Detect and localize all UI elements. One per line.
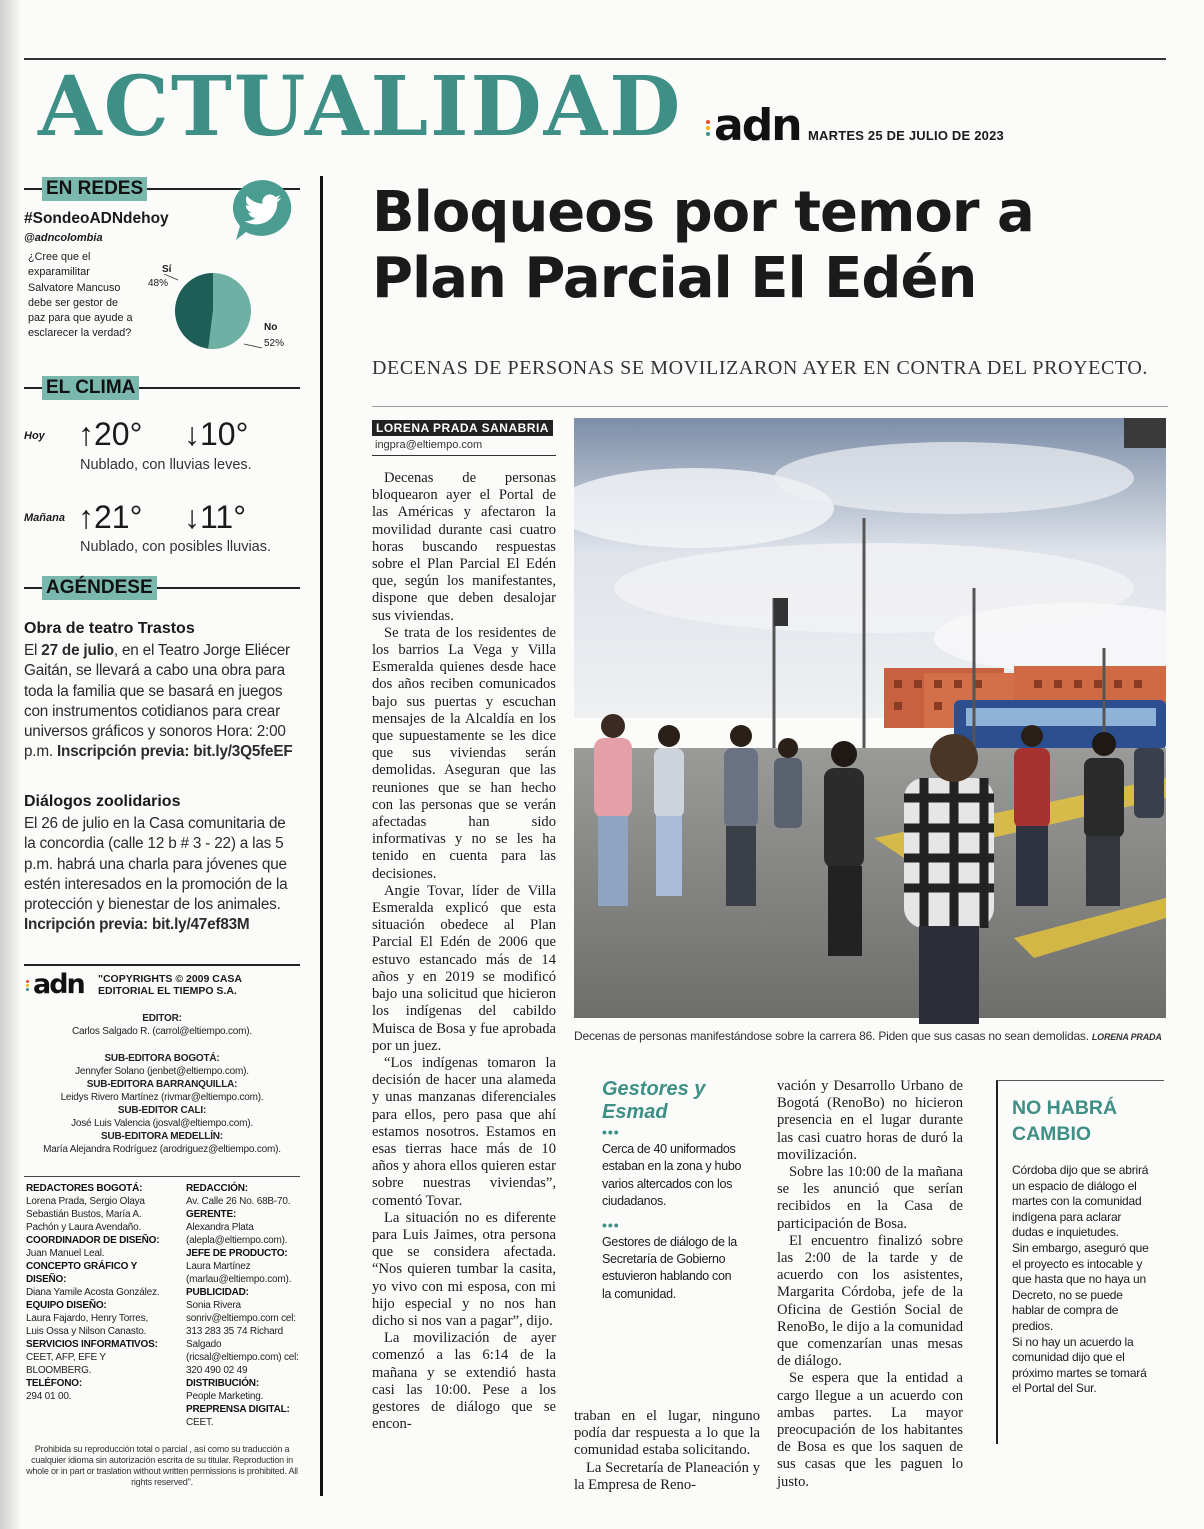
sub-bogota-label: SUB-EDITORA BOGOTÁ:: [104, 1053, 220, 1064]
staff-text: Alexandra Plata (alepla@eltiempo.com).: [186, 1222, 288, 1246]
agenda-item-text: [24, 814, 300, 936]
article-paragraph: La situación no es diferente para Luis Jaimes, otra persona que se considera afectada. “Nos quieren tumbar la casita, yo vivo con mi esposa, con mi hijo especial y no nos han dicho si nos van a pagar”, dijo.: [372, 1209, 556, 1329]
no-habra-paragraph: Sin embargo, aseguró que el proyecto es intocable y que hasta que no haya un Decreto, no se puede hablar de compra de predios.: [1012, 1240, 1149, 1333]
page-gutter-shadow: [0, 0, 22, 1529]
agenda-text-lead: El: [24, 642, 42, 659]
sub-barranquilla-name: Leidys Rivero Martínez (rivmar@eltiempo.com).: [60, 1092, 264, 1103]
staff-label: REDACCIÓN:: [186, 1183, 248, 1194]
staff-text: Sonia Rivera sonriv@eltiempo.com cel: 313 283 35 74 Richard Salgado (ricsal@eltiempo.com) cel: 320 490 02 49: [186, 1300, 299, 1376]
adn-logo: [706, 100, 801, 151]
article-paragraph: Sobre las 10:00 de la mañana se les anunció que serían recibidos en la Casa de participación de Bosa.: [777, 1164, 963, 1232]
agenda-date: 27 de julio: [41, 642, 114, 659]
article-paragraph: Decenas de personas bloquearon ayer el Portal de las Américas y afectaron la movilidad durante casi cuatro horas buscando respuestas sobre el Plan Parcial El Edén que, según los manifestantes, dispone que deben desalojar sus viviendas.: [372, 470, 556, 624]
staff-label: EQUIPO DISEÑO:: [26, 1300, 107, 1311]
staff-label: REDACTORES BOGOTÁ:: [26, 1183, 143, 1194]
photo-caption: [574, 1029, 1162, 1043]
staff-label: CONCEPTO GRÁFICO Y DISEÑO:: [26, 1261, 137, 1285]
staff-label: DISTRIBUCIÓN:: [186, 1378, 259, 1389]
clima-hoy-min: ↓10°: [184, 416, 249, 452]
sub-cali-label: SUB-EDITOR CALI:: [117, 1105, 207, 1116]
photo-caption-text: Decenas de personas manifestándose sobre la carrera 86. Piden que sus casas no sean demolidas.: [574, 1029, 1089, 1043]
adn-logo-small: [26, 971, 84, 998]
staff-label: COORDINADOR DE DISEÑO:: [26, 1235, 160, 1246]
no-habra-paragraph: Si no hay un acuerdo la comunidad dijo que el próximo martes se tomará el Portal del Sur.: [1012, 1334, 1147, 1396]
logo-dots: [26, 979, 30, 992]
sub-barranquilla-label: SUB-EDITORA BARRANQUILLA:: [86, 1079, 238, 1090]
no-habra-title: NO HABRÁ CAMBIO: [1012, 1097, 1118, 1145]
gestores-box: [602, 1078, 742, 1303]
clima-manana-max: ↑21°: [78, 499, 143, 535]
en-redes-label: EN REDES: [42, 177, 147, 201]
agenda-item: [24, 793, 300, 936]
article-paragraph: vación y Desarrollo Urbano de Bogotá (RenoBo) no hicieron presencia en el lugar durante las casi cuatro horas de duró la movilización.: [777, 1078, 963, 1163]
copyright-disclaimer: Prohibida su reproducción total o parcial , así como su traducción a cualquier idioma sin autorización escrita de su titular. Reproduction in whole or in part or traslation without written permissions is prohibited. All rights reserved".: [26, 1444, 298, 1487]
article-column-2: [574, 1408, 760, 1494]
column-divider: [320, 176, 323, 1496]
subhead-rule: [372, 406, 1168, 407]
sub-medellin-name: María Alejandra Rodríguez (arodriguez@eltiempo.com).: [43, 1144, 281, 1155]
article-photo: [574, 418, 1166, 1024]
agendese-header: [24, 577, 300, 611]
bullet-dots: •••: [602, 1124, 620, 1140]
staff-left-column: [26, 1182, 162, 1403]
agenda-text-body: , en el Teatro Jorge Eliécer Gaitán, se llevará a cabo una obra para toda la familia que se basará en juegos con instrumentos cotidianos para crear universos gráficos y sonoros Hora: 2:00 p.m.: [24, 642, 290, 761]
no-habra-cambio-box: [996, 1080, 1164, 1444]
staff-text: People Marketing.: [186, 1391, 264, 1402]
staff-label: JEFE DE PRODUCTO:: [186, 1248, 288, 1259]
sub-cali-name: José Luis Valencia (josval@eltiempo.com).: [71, 1118, 253, 1129]
poll-no-pct: 52%: [264, 338, 285, 349]
staff-text: 294 01 00.: [26, 1391, 72, 1402]
photo-credit: LORENA PRADA: [1091, 1032, 1162, 1042]
staff-text: Juan Manuel Leal.: [26, 1248, 105, 1259]
editors-block: [24, 1012, 300, 1156]
poll-si-label: Sí: [162, 264, 172, 275]
article-headline: Bloqueos por temor a Plan Parcial El Edén: [372, 180, 1034, 311]
author-email[interactable]: ingpra@eltiempo.com: [375, 439, 483, 451]
clima-hoy-max: ↑20°: [78, 416, 143, 452]
staff-text: Laura Fajardo, Henry Torres, Luis Ossa y Nilson Canasto.: [26, 1313, 149, 1337]
agenda-text-body: El 26 de julio en la Casa comunitaria de la concordia (calle 12 b # 3 - 22) a las 5 p.m. habrá una charla para jóvenes que estén interesados en la promoción de la protección y bienestar de los animales.: [24, 815, 288, 914]
agendese-label: AGÉNDESE: [42, 576, 157, 600]
adn-logo-text: adn: [33, 969, 84, 1000]
no-habra-paragraph: Córdoba dijo que se abrirá un espacio de diálogo el martes con la comunidad indígena para aclarar dudas e inquietudes.: [1012, 1163, 1149, 1240]
agenda-item: [24, 620, 300, 763]
staff-text: CEET.: [186, 1417, 214, 1428]
staff-text: CEET, AFP, EFE Y BLOOMBERG.: [26, 1352, 106, 1376]
agenda-item-text: [24, 641, 300, 763]
sub-bogota-name: Jennyfer Solano (jenbet@eltiempo.com).: [75, 1066, 249, 1077]
el-clima-label: EL CLIMA: [42, 376, 139, 400]
staff-label: TELÉFONO:: [26, 1378, 82, 1389]
agenda-item-title: Obra de teatro Trastos: [24, 620, 195, 637]
staff-label: PUBLICIDAD:: [186, 1287, 249, 1298]
byline-rule: [372, 455, 556, 456]
credits-divider: [24, 1176, 300, 1177]
article-paragraph: “Los indígenas tomaron la decisión de hacer una alameda y unas manzanas diferenciales para ellos, pero pasa que ahí estamos nosotros. Estamos en esas tierras hace más de 10 años y ahora ellos quieren estar sobre nuestras viviendas”, comentó Tovar.: [372, 1054, 556, 1209]
article-column-3: [777, 1078, 963, 1491]
poll-question: ¿Cree que el exparamilitar Salvatore Mancuso debe ser gestor de paz para que ayude a esclarecer la verdad?: [28, 251, 133, 340]
poll-leader-lines: [164, 274, 284, 354]
staff-text: Av. Calle 26 No. 68B-70.: [186, 1196, 291, 1207]
staff-label: SERVICIOS INFORMATIVOS:: [26, 1339, 158, 1350]
twitter-handle: @adncolombia: [24, 232, 103, 244]
staff-text: Laura Martínez (marlau@eltiempo.com).: [186, 1261, 292, 1285]
article-column-1: [372, 470, 556, 1433]
clima-manana-min: ↓11°: [184, 499, 247, 535]
bullet-dots: •••: [602, 1216, 620, 1233]
article-paragraph: Se espera que la entidad a cargo llegue a un acuerdo con ambas partes. La mayor preocupación de los habitantes de Bosa es que los saquen de sus casas que les paguen lo justo.: [777, 1370, 963, 1490]
gestores-title: Gestores y Esmad: [602, 1078, 706, 1123]
gestores-item: Cerca de 40 uniformados estaban en la zona y hubo varios altercados con los ciudadanos.: [602, 1142, 742, 1209]
poll-no-label: No: [264, 322, 278, 333]
poll-si-pct: 48%: [148, 278, 169, 289]
editor-name: Carlos Salgado R. (carrol@eltiempo.com).: [72, 1026, 252, 1037]
article-paragraph: La movilización de ayer comenzó a las 6:14 de la mañana y se extendió hasta casi las 10:00. Pese a los gestores de diálogo que se encon-: [372, 1330, 556, 1433]
agenda-item-title: Diálogos zoolidarios: [24, 793, 181, 810]
agenda-signup-link[interactable]: Incripción previa: bit.ly/47ef83M: [24, 916, 250, 934]
agenda-signup-link[interactable]: Inscripción previa: bit.ly/3Q5feEF: [57, 743, 293, 761]
article-subhead: DECENAS DE PERSONAS SE MOVILIZARON AYER EN CONTRA DEL PROYECTO.: [372, 357, 1149, 379]
staff-text: Lorena Prada, Sergio Olaya Sebastián Bustos, María A. Pachón y Laura Avendaño.: [26, 1196, 145, 1233]
clima-manana-label: Mañana: [24, 512, 65, 524]
article-paragraph: El encuentro finalizó sobre las 2:00 de la tarde y de acuerdo con los asistentes, Margarita Córdoba, jefe de la Oficina de Gestión Social de RenoBo, le dijo a la comunidad que comenzarían unas mesas de diálogo.: [777, 1232, 963, 1370]
staff-right-column: [186, 1182, 300, 1429]
copyright: "COPYRIGHTS © 2009 CASA EDITORIAL EL TIEMPO S.A.: [98, 973, 242, 997]
hashtag: #SondeoADNdehoy: [24, 210, 169, 227]
article-paragraph: La Secretaría de Planeación y la Empresa de Reno-: [574, 1459, 760, 1493]
issue-date: MARTES 25 DE JULIO DE 2023: [808, 128, 1004, 143]
sub-medellin-label: SUB-EDITORA MEDELLÍN:: [101, 1131, 223, 1142]
el-clima-header: [24, 377, 300, 411]
clima-manana-desc: Nublado, con posibles lluvias.: [80, 539, 272, 555]
credits-rule: [24, 964, 300, 966]
adn-logo-text: adn: [714, 100, 801, 151]
staff-label: GERENTE:: [186, 1209, 237, 1220]
article-paragraph: Angie Tovar, líder de Villa Esmeralda explicó que esta situación obedece al Plan Parcial El Edén de 2006 que estuvo estancado más de 14 años y en 2019 se modificó bajo una solicitud que hicieron los indígenas del cabildo Muisca de Bosa y fue aprobada por un juez.: [372, 882, 556, 1054]
protest-photo-illustration: [574, 418, 1166, 1024]
staff-text: Diana Yamile Acosta González.: [26, 1287, 160, 1298]
author-byline: LORENA PRADA SANABRIA: [372, 420, 553, 436]
gestores-item: Gestores de diálogo de la Secretaría de Gobierno estuvieron hablando con la comunidad.: [602, 1234, 737, 1301]
article-paragraph: Se trata de los residentes de los barrios La Vega y Villa Esmeralda quienes desde hace dos años reciben comunicados bajo sus puertas y escuchan mensajes de la Alcaldía en los que supuestamente se les dice que sus viviendas serán demolidas. Aseguran que las reuniones que se han hecho con las personas que se verán afectadas han sido informativas y no se les ha tenido en cuenta para las decisiones.: [372, 624, 556, 882]
editor-label: EDITOR:: [142, 1013, 182, 1024]
logo-dots: [706, 118, 711, 138]
clima-hoy-desc: Nublado, con lluvias leves.: [80, 457, 252, 473]
staff-label: PREPRENSA DIGITAL:: [186, 1404, 290, 1415]
twitter-bird-icon: [229, 176, 299, 246]
clima-hoy-label: Hoy: [24, 430, 45, 442]
article-paragraph: traban en el lugar, ninguno podía dar respuesta a lo que la comunidad estaba solicitando.: [574, 1408, 760, 1459]
section-title: ACTUALIDAD: [38, 59, 683, 155]
